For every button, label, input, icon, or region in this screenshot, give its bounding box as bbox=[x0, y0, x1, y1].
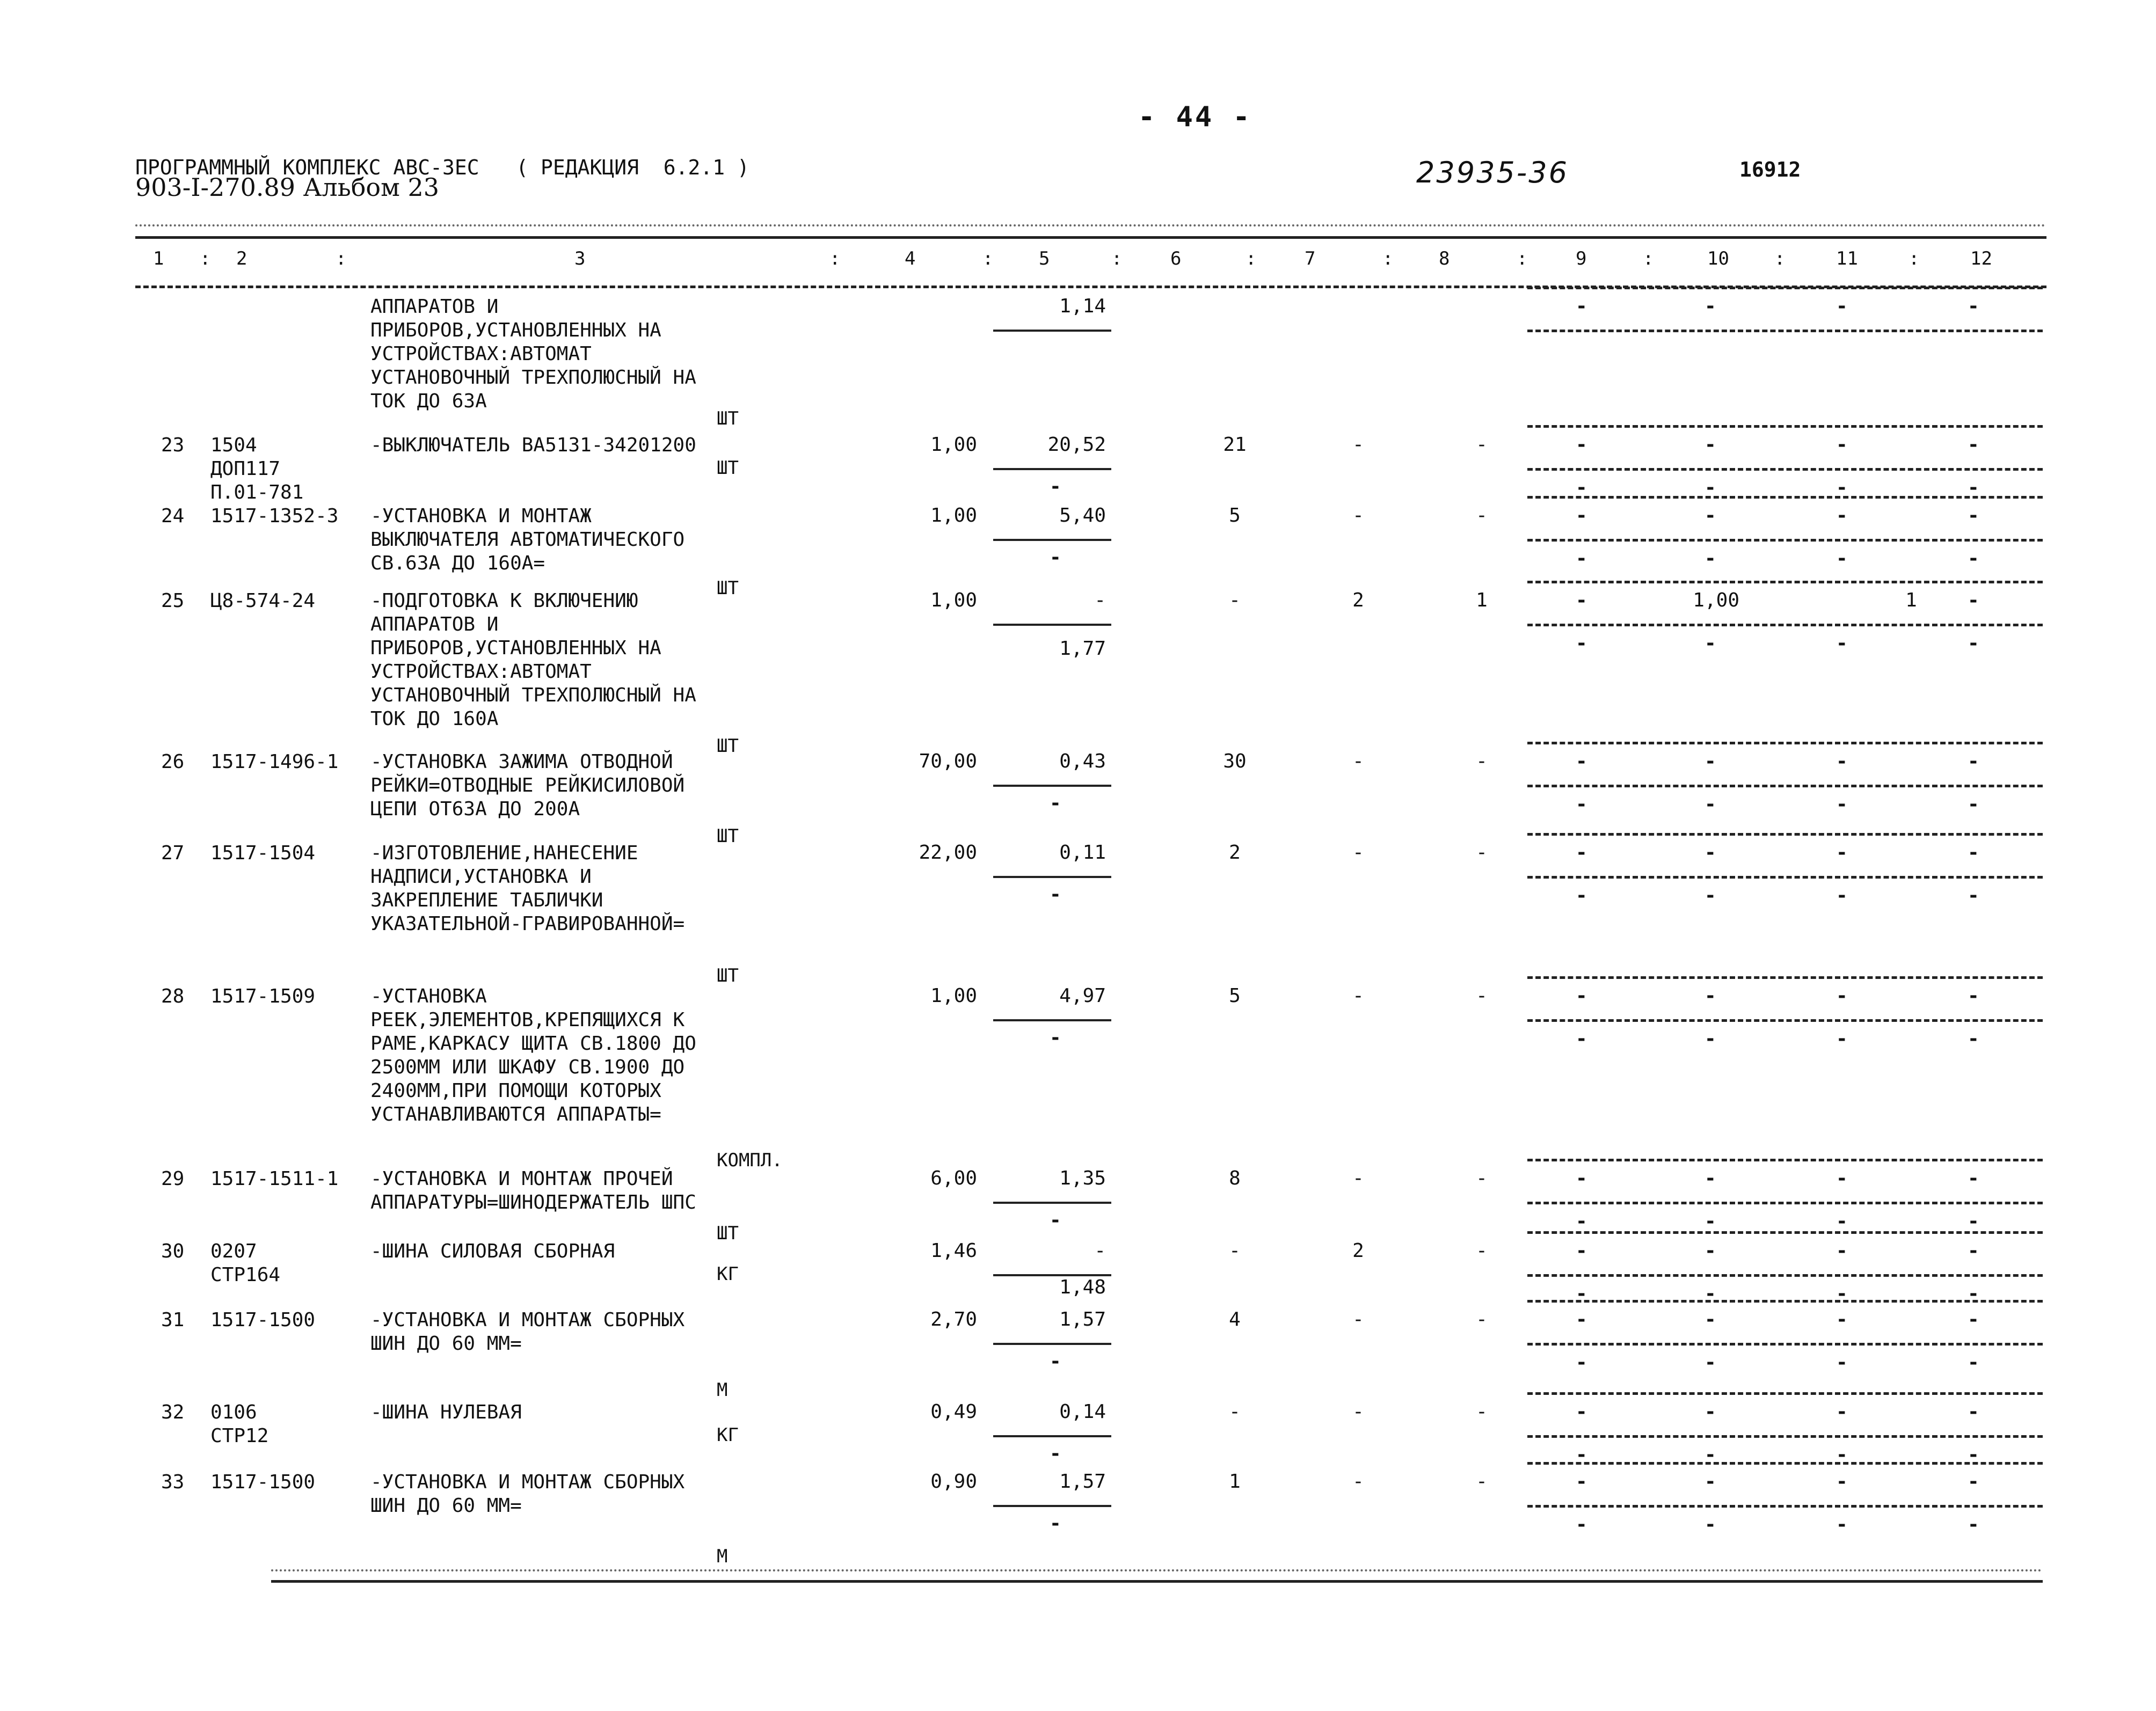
col7-value: - bbox=[1352, 1167, 1364, 1189]
col5-lower-dash: - bbox=[1050, 1350, 1061, 1372]
col9-dash: - bbox=[1576, 1167, 1587, 1189]
col-sep: : bbox=[1774, 248, 1786, 269]
unit-label: ШТ bbox=[717, 457, 739, 479]
row-description: -ВЫКЛЮЧАТЕЛЬ ВА5131-34201200 bbox=[370, 434, 696, 456]
col5-value: 4,97 bbox=[1059, 985, 1106, 1007]
row-number: 23 bbox=[161, 434, 185, 456]
col5-underline bbox=[993, 468, 1111, 470]
col10-dash: - bbox=[1705, 1167, 1716, 1189]
col9-12-rule bbox=[1527, 287, 2043, 289]
col5-value: - bbox=[1094, 589, 1106, 611]
col5-lower-dash: - bbox=[1050, 1512, 1061, 1534]
quantity-value: 2,70 bbox=[930, 1308, 977, 1330]
col-3: 3 bbox=[574, 248, 586, 269]
col11-lower-dash: - bbox=[1836, 1444, 1848, 1466]
row-number: 30 bbox=[161, 1240, 185, 1262]
col11-lower-dash: - bbox=[1836, 1028, 1848, 1050]
row-description: -ИЗГОТОВЛЕНИЕ,НАНЕСЕНИЕ НАДПИСИ,УСТАНОВКА И ЗАКРЕПЛЕНИЕ ТАБЛИЧКИ УКАЗАТЕЛЬНОЙ-ГРАВИРОВАННОЙ= bbox=[370, 842, 685, 935]
row-code: 1517-1504 bbox=[210, 842, 316, 864]
col9-lower-dash: - bbox=[1576, 1210, 1587, 1232]
col7-value: - bbox=[1352, 504, 1364, 527]
col5-underline bbox=[993, 1435, 1111, 1437]
col9-12-rule bbox=[1527, 833, 2043, 836]
col9-dash: - bbox=[1576, 1240, 1587, 1262]
row-description: -УСТАНОВКА И МОНТАЖ СБОРНЫХ ШИН ДО 60 ММ= bbox=[370, 1309, 685, 1355]
col9-12-rule bbox=[1527, 496, 2043, 499]
quantity-value: 1,46 bbox=[930, 1240, 977, 1262]
quantity-value: 1,00 bbox=[930, 985, 977, 1007]
unit-label: М bbox=[717, 1379, 728, 1401]
col11-lower-dash: - bbox=[1836, 632, 1848, 654]
col6-value: 2 bbox=[1229, 842, 1241, 864]
col6-value: 21 bbox=[1223, 434, 1247, 456]
row-number: 28 bbox=[161, 985, 185, 1007]
col9-12-rule-lower bbox=[1527, 330, 2043, 332]
col5-lower-dash: - bbox=[1050, 883, 1061, 905]
col11-dash: - bbox=[1836, 434, 1848, 456]
unit-label: М bbox=[717, 1546, 728, 1567]
col-sep: : bbox=[982, 248, 994, 269]
col5-lower-dash: - bbox=[1050, 476, 1061, 498]
col8-value: - bbox=[1476, 750, 1488, 772]
col11-dash: - bbox=[1836, 985, 1848, 1007]
col9-lower-dash: - bbox=[1576, 1444, 1587, 1466]
col9-12-rule bbox=[1527, 1159, 2043, 1161]
col-sep: : bbox=[1643, 248, 1654, 269]
col12-dash: - bbox=[1968, 1167, 1979, 1189]
col-9: 9 bbox=[1576, 248, 1587, 269]
col9-lower-dash: - bbox=[1576, 547, 1587, 569]
col11-dash: - bbox=[1836, 295, 1848, 317]
col5-lower-dash: - bbox=[1050, 1027, 1061, 1049]
col9-dash: - bbox=[1576, 589, 1587, 611]
col6-value: 4 bbox=[1229, 1308, 1241, 1330]
col5-lower-dash: - bbox=[1050, 1209, 1061, 1231]
col-sep: : bbox=[1245, 248, 1257, 269]
rule-top bbox=[135, 236, 2046, 239]
col12-dash: - bbox=[1968, 295, 1979, 317]
col8-value: 1 bbox=[1476, 589, 1488, 611]
col12-lower-dash: - bbox=[1968, 547, 1979, 569]
album-title: 903-I-270.89 Альбом 23 bbox=[135, 173, 440, 202]
col11-dash: - bbox=[1836, 504, 1848, 527]
col10-dash: - bbox=[1705, 842, 1716, 864]
col8-value: - bbox=[1476, 1167, 1488, 1189]
col8-value: - bbox=[1476, 1308, 1488, 1330]
col10-dash: - bbox=[1705, 985, 1716, 1007]
col12-lower-dash: - bbox=[1968, 1444, 1979, 1466]
col9-lower-dash: - bbox=[1576, 1513, 1587, 1535]
col12-dash: - bbox=[1968, 434, 1979, 456]
col9-12-rule-lower bbox=[1527, 1202, 2043, 1204]
sheet-number: 16912 bbox=[1739, 158, 1801, 181]
quantity-value: 6,00 bbox=[930, 1167, 977, 1189]
col9-dash: - bbox=[1576, 504, 1587, 527]
row-description: АППАРАТОВ И ПРИБОРОВ,УСТАНОВЛЕННЫХ НА УСТРОЙСТВАХ:АВТОМАТ УСТАНОВОЧНЫЙ ТРЕХПОЛЮСНЫЙ НА ТОК ДО 63А bbox=[370, 296, 696, 412]
row-number: 33 bbox=[161, 1471, 185, 1493]
col5-lower-dash: - bbox=[1050, 546, 1061, 568]
col12-lower-dash: - bbox=[1968, 1351, 1979, 1373]
col12-lower-dash: - bbox=[1968, 632, 1979, 654]
col-sep: : bbox=[829, 248, 841, 269]
col12-lower-dash: - bbox=[1968, 1513, 1979, 1535]
col10-dash: - bbox=[1705, 1471, 1716, 1493]
col10-dash: - bbox=[1705, 1308, 1716, 1330]
unit-label: ШТ bbox=[717, 1223, 739, 1244]
col5-value: 1,35 bbox=[1059, 1167, 1106, 1189]
col12-dash: - bbox=[1968, 842, 1979, 864]
col5-underline bbox=[993, 785, 1111, 787]
col-2: 2 bbox=[236, 248, 247, 269]
row-number: 29 bbox=[161, 1168, 185, 1190]
col9-12-rule bbox=[1527, 581, 2043, 583]
col9-12-rule-lower bbox=[1527, 1505, 2043, 1508]
col11-lower-dash: - bbox=[1836, 1210, 1848, 1232]
col9-12-rule-lower bbox=[1527, 1274, 2043, 1277]
col-10: 10 bbox=[1707, 248, 1729, 269]
col5-value: 1,57 bbox=[1059, 1308, 1106, 1330]
col12-lower-dash: - bbox=[1968, 1210, 1979, 1232]
col-6: 6 bbox=[1170, 248, 1182, 269]
row-description: -ШИНА НУЛЕВАЯ bbox=[370, 1401, 522, 1423]
col5-underline bbox=[993, 1019, 1111, 1021]
col5-underline bbox=[993, 539, 1111, 541]
row-code: 1517-1500 bbox=[210, 1471, 316, 1493]
col5-underline bbox=[993, 876, 1111, 878]
col5-value: - bbox=[1094, 1240, 1106, 1262]
col9-lower-dash: - bbox=[1576, 793, 1587, 815]
row-code: 1504 ДОП117 П.01-781 bbox=[210, 434, 304, 503]
col7-value: - bbox=[1352, 1471, 1364, 1493]
col6-value: 1 bbox=[1229, 1471, 1241, 1493]
col5-value: 0,43 bbox=[1059, 750, 1106, 772]
row-number: 25 bbox=[161, 590, 185, 612]
col5-value-lower: 1,77 bbox=[1059, 638, 1106, 660]
col9-12-rule-lower bbox=[1527, 876, 2043, 879]
row-number: 27 bbox=[161, 842, 185, 864]
col9-12-rule bbox=[1527, 425, 2043, 428]
col11-dash: - bbox=[1836, 750, 1848, 772]
col10-lower-dash: - bbox=[1705, 1444, 1716, 1466]
col10-dash: - bbox=[1705, 1240, 1716, 1262]
row-code: Ц8-574-24 bbox=[210, 590, 316, 612]
col9-dash: - bbox=[1576, 842, 1587, 864]
col5-value: 5,40 bbox=[1059, 504, 1106, 527]
col5-underline bbox=[993, 1274, 1111, 1276]
col9-dash: - bbox=[1576, 434, 1587, 456]
col9-dash: - bbox=[1576, 295, 1587, 317]
col10-lower-dash: - bbox=[1705, 793, 1716, 815]
col8-value: - bbox=[1476, 504, 1488, 527]
col11-lower-dash: - bbox=[1836, 547, 1848, 569]
unit-label: ШТ bbox=[717, 577, 739, 599]
rule-bottom bbox=[271, 1580, 2043, 1583]
col5-lower-dash: - bbox=[1050, 1443, 1061, 1465]
col9-dash: - bbox=[1576, 1471, 1587, 1493]
col5-underline bbox=[993, 1202, 1111, 1204]
col-7: 7 bbox=[1305, 248, 1316, 269]
col10-lower-dash: - bbox=[1705, 1210, 1716, 1232]
col9-12-rule-lower bbox=[1527, 1343, 2043, 1346]
col-sep: : bbox=[200, 248, 211, 269]
col-sep: : bbox=[336, 248, 347, 269]
col11-dash: - bbox=[1836, 1401, 1848, 1423]
col12-lower-dash: - bbox=[1968, 477, 1979, 499]
row-code: 0106 СТР12 bbox=[210, 1401, 269, 1447]
col9-dash: - bbox=[1576, 1308, 1587, 1330]
col12-dash: - bbox=[1968, 504, 1979, 527]
col5-value-lower: 1,48 bbox=[1059, 1276, 1106, 1298]
col-5: 5 bbox=[1039, 248, 1050, 269]
col10-dash: - bbox=[1705, 434, 1716, 456]
col-sep: : bbox=[1517, 248, 1528, 269]
col6-value: 8 bbox=[1229, 1167, 1241, 1189]
col-1: 1 bbox=[153, 248, 164, 269]
col9-12-rule bbox=[1527, 1231, 2043, 1234]
row-code: 0207 СТР164 bbox=[210, 1240, 281, 1286]
col8-value: - bbox=[1476, 1240, 1488, 1262]
col9-12-rule-lower bbox=[1527, 1435, 2043, 1438]
col12-dash: - bbox=[1968, 750, 1979, 772]
col5-lower-dash: - bbox=[1050, 792, 1061, 814]
col10-lower-dash: - bbox=[1705, 1283, 1716, 1305]
col6-value: - bbox=[1229, 1240, 1241, 1262]
col7-value: - bbox=[1352, 1308, 1364, 1330]
col9-dash: - bbox=[1576, 750, 1587, 772]
quantity-value: 22,00 bbox=[919, 842, 977, 864]
unit-label: ШТ bbox=[717, 825, 739, 847]
col11-dash: - bbox=[1836, 1240, 1848, 1262]
col8-value: - bbox=[1476, 434, 1488, 456]
row-code: 1517-1509 bbox=[210, 985, 316, 1007]
col9-lower-dash: - bbox=[1576, 1028, 1587, 1050]
col11-lower-dash: - bbox=[1836, 1283, 1848, 1305]
doc-code: 23935-36 bbox=[1416, 156, 1569, 189]
row-code: 1517-1511-1 bbox=[210, 1168, 339, 1190]
col10-lower-dash: - bbox=[1705, 477, 1716, 499]
unit-label: КОМПЛ. bbox=[717, 1150, 783, 1171]
unit-label: ШТ bbox=[717, 408, 739, 429]
col9-lower-dash: - bbox=[1576, 1283, 1587, 1305]
col7-value: 2 bbox=[1352, 589, 1364, 611]
col6-value: - bbox=[1229, 589, 1241, 611]
col9-lower-dash: - bbox=[1576, 477, 1587, 499]
col12-lower-dash: - bbox=[1968, 793, 1979, 815]
col9-12-rule-lower bbox=[1527, 624, 2043, 626]
col9-dash: - bbox=[1576, 1401, 1587, 1423]
unit-label: КГ bbox=[717, 1424, 739, 1446]
col10-lower-dash: - bbox=[1705, 1028, 1716, 1050]
col-4: 4 bbox=[905, 248, 916, 269]
col9-12-rule bbox=[1527, 976, 2043, 979]
col9-12-rule-lower bbox=[1527, 1019, 2043, 1022]
col10-lower-dash: - bbox=[1705, 547, 1716, 569]
col5-value: 20,52 bbox=[1047, 434, 1106, 456]
col12-dash: - bbox=[1968, 1240, 1979, 1262]
unit-label: ШТ bbox=[717, 735, 739, 757]
col10-lower-dash: - bbox=[1705, 1351, 1716, 1373]
row-number: 26 bbox=[161, 751, 185, 773]
row-number: 32 bbox=[161, 1401, 185, 1423]
col11-lower-dash: - bbox=[1836, 1351, 1848, 1373]
col5-underline bbox=[993, 1343, 1111, 1345]
quantity-value: 1,00 bbox=[930, 589, 977, 611]
col11-dash: - bbox=[1836, 1308, 1848, 1330]
col10-dash: - bbox=[1705, 504, 1716, 527]
col9-12-rule bbox=[1527, 742, 2043, 744]
row-number: 24 bbox=[161, 505, 185, 527]
dotted-line-bottom bbox=[271, 1569, 2043, 1571]
col9-12-rule bbox=[1527, 1462, 2043, 1465]
col11-value: 1 bbox=[1905, 589, 1917, 611]
col10-lower-dash: - bbox=[1705, 884, 1716, 906]
quantity-value: 1,00 bbox=[930, 434, 977, 456]
col9-lower-dash: - bbox=[1576, 632, 1587, 654]
col11-dash: - bbox=[1836, 1471, 1848, 1493]
col10-value: 1,00 bbox=[1693, 589, 1739, 611]
col11-lower-dash: - bbox=[1836, 477, 1848, 499]
unit-label: КГ bbox=[717, 1263, 739, 1285]
col9-12-rule bbox=[1527, 1392, 2043, 1395]
col5-value: 1,14 bbox=[1059, 295, 1106, 317]
col10-dash: - bbox=[1705, 295, 1716, 317]
row-code: 1517-1500 bbox=[210, 1309, 316, 1331]
row-description: -УСТАНОВКА И МОНТАЖ ВЫКЛЮЧАТЕЛЯ АВТОМАТИЧЕСКОГО СВ.63А ДО 160А= bbox=[370, 505, 685, 574]
dotted-line-top bbox=[135, 224, 2046, 226]
col10-dash: - bbox=[1705, 1401, 1716, 1423]
col-12: 12 bbox=[1970, 248, 1992, 269]
col10-lower-dash: - bbox=[1705, 632, 1716, 654]
col7-value: - bbox=[1352, 1401, 1364, 1423]
col9-lower-dash: - bbox=[1576, 884, 1587, 906]
col10-dash: - bbox=[1705, 750, 1716, 772]
col7-value: - bbox=[1352, 434, 1364, 456]
col-sep: : bbox=[1382, 248, 1394, 269]
row-description: -УСТАНОВКА РЕЕК,ЭЛЕМЕНТОВ,КРЕПЯЩИХСЯ К РАМЕ,КАРКАСУ ЩИТА СВ.1800 ДО 2500ММ ИЛИ ШКАФУ СВ.1900 ДО 2400ММ,ПРИ ПОМОЩИ КОТОРЫХ УСТАНАВЛИВАЮТСЯ АППАРАТЫ= bbox=[370, 985, 696, 1125]
col7-value: - bbox=[1352, 750, 1364, 772]
col11-dash: - bbox=[1836, 842, 1848, 864]
col-sep: : bbox=[1111, 248, 1123, 269]
col9-12-rule bbox=[1527, 1300, 2043, 1303]
row-description: -УСТАНОВКА И МОНТАЖ ПРОЧЕЙ АППАРАТУРЫ=ШИНОДЕРЖАТЕЛЬ ШПС bbox=[370, 1168, 696, 1213]
col6-value: - bbox=[1229, 1401, 1241, 1423]
col5-value: 0,11 bbox=[1059, 842, 1106, 864]
col7-value: - bbox=[1352, 985, 1364, 1007]
col5-underline bbox=[993, 330, 1111, 332]
col7-value: 2 bbox=[1352, 1240, 1364, 1262]
col9-12-rule-lower bbox=[1527, 539, 2043, 542]
program-header: ПРОГРАММНЫЙ КОМПЛЕКС АВС-3ЕС ( РЕДАКЦИЯ 6.2.1 ) bbox=[135, 156, 749, 179]
col9-12-rule-lower bbox=[1527, 785, 2043, 787]
col12-dash: - bbox=[1968, 985, 1979, 1007]
row-description: -УСТАНОВКА И МОНТАЖ СБОРНЫХ ШИН ДО 60 ММ= bbox=[370, 1471, 685, 1517]
row-code: 1517-1496-1 bbox=[210, 751, 339, 773]
col12-dash: - bbox=[1968, 1401, 1979, 1423]
col9-12-rule-lower bbox=[1527, 468, 2043, 471]
col12-dash: - bbox=[1968, 589, 1979, 611]
quantity-value: 0,49 bbox=[930, 1401, 977, 1423]
col8-value: - bbox=[1476, 1401, 1488, 1423]
col9-dash: - bbox=[1576, 985, 1587, 1007]
col11-lower-dash: - bbox=[1836, 793, 1848, 815]
col5-underline bbox=[993, 1505, 1111, 1507]
col9-lower-dash: - bbox=[1576, 1351, 1587, 1373]
col11-lower-dash: - bbox=[1836, 1513, 1848, 1535]
row-description: -УСТАНОВКА ЗАЖИМА ОТВОДНОЙ РЕЙКИ=ОТВОДНЫЕ РЕЙКИСИЛОВОЙ ЦЕПИ ОТ63А ДО 200А bbox=[370, 751, 685, 820]
page-number: - 44 - bbox=[1138, 101, 1252, 133]
col12-lower-dash: - bbox=[1968, 1283, 1979, 1305]
col7-value: - bbox=[1352, 842, 1364, 864]
col5-value: 1,57 bbox=[1059, 1471, 1106, 1493]
col11-dash: - bbox=[1836, 1167, 1848, 1189]
col-11: 11 bbox=[1836, 248, 1858, 269]
quantity-value: 0,90 bbox=[930, 1471, 977, 1493]
col8-value: - bbox=[1476, 1471, 1488, 1493]
quantity-value: 1,00 bbox=[930, 504, 977, 527]
col5-underline bbox=[993, 624, 1111, 626]
col10-lower-dash: - bbox=[1705, 1513, 1716, 1535]
col6-value: 5 bbox=[1229, 985, 1241, 1007]
col8-value: - bbox=[1476, 842, 1488, 864]
col6-value: 30 bbox=[1223, 750, 1247, 772]
col6-value: 5 bbox=[1229, 504, 1241, 527]
unit-label: ШТ bbox=[717, 965, 739, 986]
col5-value: 0,14 bbox=[1059, 1401, 1106, 1423]
row-description: -ШИНА СИЛОВАЯ СБОРНАЯ bbox=[370, 1240, 615, 1262]
col12-dash: - bbox=[1968, 1471, 1979, 1493]
row-number: 31 bbox=[161, 1309, 185, 1331]
col11-lower-dash: - bbox=[1836, 884, 1848, 906]
col-8: 8 bbox=[1439, 248, 1450, 269]
col-sep: : bbox=[1909, 248, 1920, 269]
quantity-value: 70,00 bbox=[919, 750, 977, 772]
row-description: -ПОДГОТОВКА К ВКЛЮЧЕНИЮ АППАРАТОВ И ПРИБОРОВ,УСТАНОВЛЕННЫХ НА УСТРОЙСТВАХ:АВТОМАТ УСТАНОВОЧНЫЙ ТРЕХПОЛЮСНЫЙ НА ТОК ДО 160А bbox=[370, 590, 696, 730]
col12-lower-dash: - bbox=[1968, 884, 1979, 906]
row-code: 1517-1352-3 bbox=[210, 505, 339, 527]
col12-dash: - bbox=[1968, 1308, 1979, 1330]
col12-lower-dash: - bbox=[1968, 1028, 1979, 1050]
col8-value: - bbox=[1476, 985, 1488, 1007]
